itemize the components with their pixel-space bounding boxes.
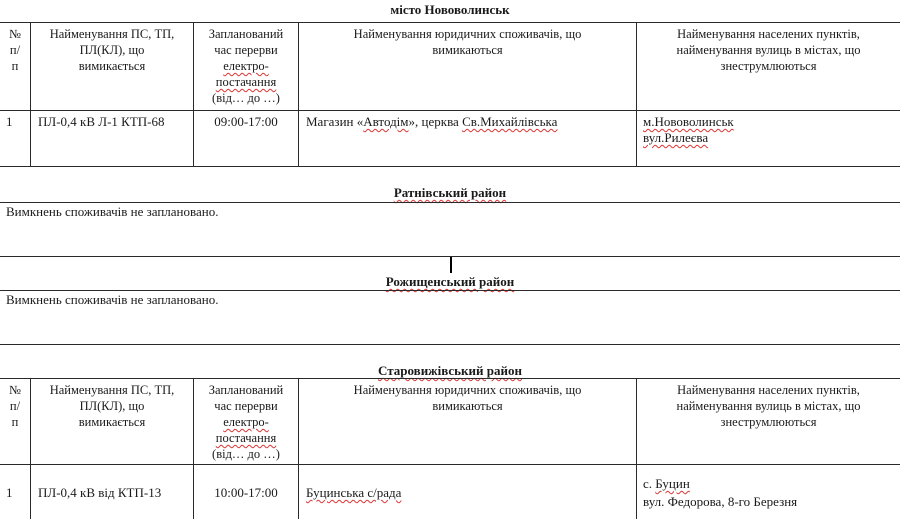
header-object-name xyxy=(31,26,193,74)
row-num: 1 xyxy=(6,485,13,500)
section-title-text: Старовижівський район xyxy=(378,363,522,378)
header-consumers-line: вимикаються xyxy=(432,399,503,413)
header-num-line: № xyxy=(9,27,21,41)
table-border xyxy=(636,378,637,519)
table-border xyxy=(0,464,900,465)
table-border xyxy=(0,202,900,203)
header-time-line: Запланований xyxy=(208,383,284,397)
row-object-name: ПЛ-0,4 кВ Л-1 КТП-68 xyxy=(38,114,165,129)
table-border xyxy=(298,22,299,167)
places-line: м.Нововолинськ xyxy=(643,114,734,129)
header-places-line: знеструмлюються xyxy=(720,59,817,73)
header-time-line: електро- xyxy=(223,415,269,429)
header-time-line: постачання xyxy=(215,431,277,445)
row-consumers xyxy=(306,485,401,501)
text-cursor xyxy=(450,257,452,273)
header-time-line: постачання xyxy=(215,75,277,89)
header-name-line: вимикається xyxy=(78,59,146,73)
header-num-line: п xyxy=(11,59,19,73)
consumers-text: Автодім xyxy=(363,114,409,129)
table-border xyxy=(0,22,900,23)
row-time: 10:00-17:00 xyxy=(214,485,278,500)
header-places-line: знеструмлюються xyxy=(720,415,817,429)
header-num xyxy=(0,382,30,430)
header-places-line: Найменування населених пунктів, xyxy=(677,27,860,41)
header-places xyxy=(637,382,900,430)
header-object-name xyxy=(31,382,193,430)
header-name-line: Найменування ПС, ТП, xyxy=(49,27,175,41)
table-border xyxy=(0,378,900,379)
table-border xyxy=(0,166,900,167)
table-border xyxy=(30,22,31,167)
no-outages-note: Вимкнень споживачів не заплановано. xyxy=(6,204,219,219)
header-name-line: ПЛ(КЛ), що xyxy=(79,399,145,413)
places-text: с. xyxy=(643,476,656,491)
header-consumers-line: Найменування юридичних споживачів, що xyxy=(353,27,582,41)
header-name-line: Найменування ПС, ТП, xyxy=(49,383,175,397)
section-title-text: Рожищенський район xyxy=(385,274,515,289)
header-time-line: час перерви xyxy=(214,399,278,413)
section-title-rozhyshche xyxy=(0,274,900,290)
header-time-line: час перерви xyxy=(214,43,278,57)
row-places xyxy=(643,476,797,510)
row-places xyxy=(643,114,734,146)
row-consumers xyxy=(306,114,557,130)
header-time-line: Запланований xyxy=(208,27,284,41)
header-num-line: № xyxy=(9,383,21,397)
table-border xyxy=(193,22,194,167)
table-border xyxy=(298,378,299,519)
table-border xyxy=(0,110,900,111)
header-consumers xyxy=(299,382,636,414)
section-title-stara-vyzhivka xyxy=(0,363,900,379)
row-num: 1 xyxy=(6,114,13,129)
header-time xyxy=(194,26,298,106)
consumers-text: Буцинська с/рада xyxy=(306,485,402,500)
consumers-text: Магазин « xyxy=(306,114,364,129)
section-title-ratne xyxy=(0,185,900,201)
table-border xyxy=(193,378,194,519)
header-consumers-line: вимикаються xyxy=(432,43,503,57)
header-places-line: найменування вулиць в містах, що xyxy=(676,43,861,57)
header-consumers-line: Найменування юридичних споживачів, що xyxy=(353,383,582,397)
table-border xyxy=(0,290,900,291)
header-num-line: п/ xyxy=(9,43,21,57)
header-time-line: (від… до …) xyxy=(212,447,280,461)
section-title-novovolynsk: місто Нововолинськ xyxy=(390,2,510,17)
places-line: вул. Федорова, 8-го Березня xyxy=(643,494,798,509)
table-border xyxy=(636,22,637,167)
places-line: вул.Рилеєва xyxy=(643,130,709,145)
header-time-line: (від… до …) xyxy=(212,91,280,105)
header-num-line: п/ xyxy=(9,399,21,413)
header-num xyxy=(0,26,30,74)
header-num-line: п xyxy=(11,415,19,429)
row-object-name: ПЛ-0,4 кВ від КТП-13 xyxy=(38,485,162,500)
header-places xyxy=(637,26,900,74)
header-places-line: Найменування населених пунктів, xyxy=(677,383,860,397)
header-name-line: вимикається xyxy=(78,415,146,429)
header-places-line: найменування вулиць в містах, що xyxy=(676,399,861,413)
header-time-line: електро- xyxy=(223,59,269,73)
section-title-text: Ратнівський район xyxy=(393,185,507,200)
table-border xyxy=(30,378,31,519)
table-border xyxy=(0,344,900,345)
consumers-text: Св.Михайлівська xyxy=(462,114,558,129)
header-consumers xyxy=(299,26,636,58)
places-text: Буцин xyxy=(655,476,690,491)
no-outages-note: Вимкнень споживачів не заплановано. xyxy=(6,292,219,307)
consumers-text: », церква xyxy=(408,114,463,129)
header-name-line: ПЛ(КЛ), що xyxy=(79,43,145,57)
header-time xyxy=(194,382,298,462)
row-time: 09:00-17:00 xyxy=(214,114,278,129)
places-line xyxy=(643,476,797,492)
